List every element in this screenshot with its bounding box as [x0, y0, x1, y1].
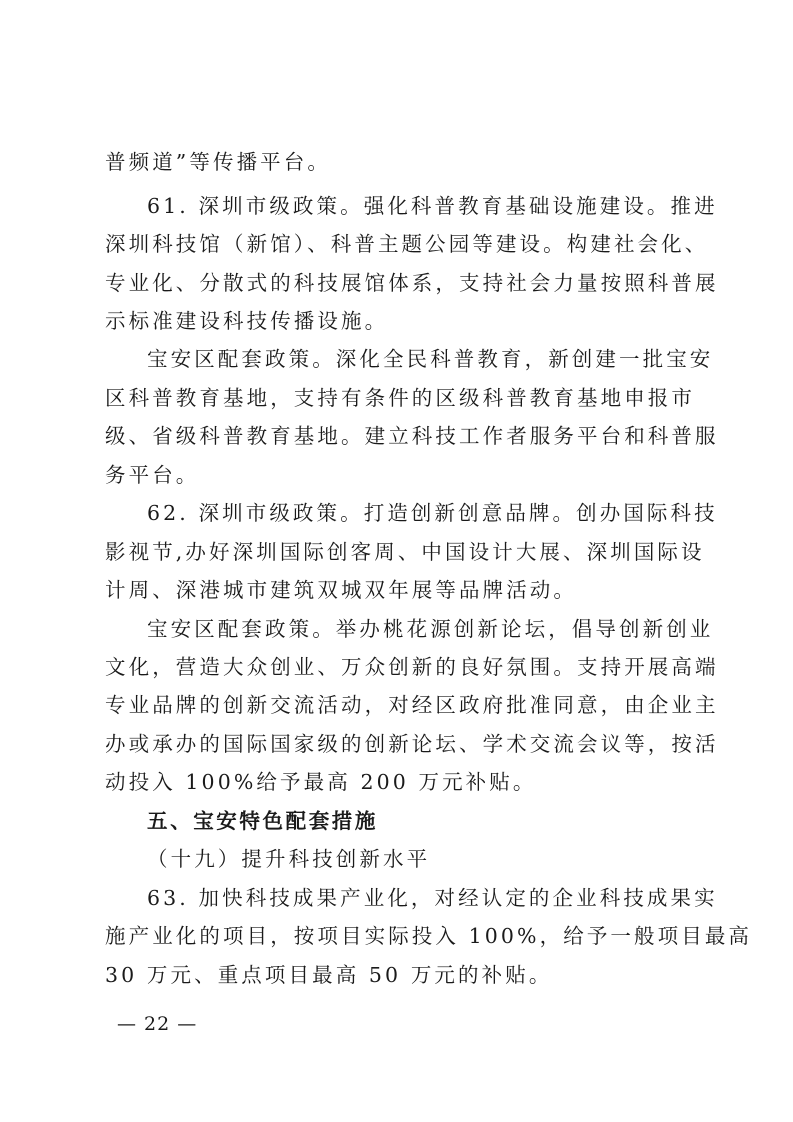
paragraph-line: 63. 加快科技成果产业化，对经认定的企业科技成果实 [147, 886, 718, 910]
paragraph-line: 专业化、分散式的科技展馆体系，支持社会力量按照科普展 [105, 271, 719, 295]
paragraph-line: 62. 深圳市级政策。打造创新创意品牌。创办国际科技 [147, 501, 718, 525]
paragraph-line: 影视节,办好深圳国际创客周、中国设计大展、深圳国际设 [105, 540, 705, 564]
paragraph-line: 宝安区配套政策。深化全民科普教育，新创建一批宝安 [147, 347, 714, 371]
subsection-heading: （十九）提升科技创新水平 [147, 847, 431, 871]
paragraph-line: 深圳科技馆（新馆）、科普主题公园等建设。构建社会化、 [105, 232, 709, 256]
paragraph-line: 文化，营造大众创业、万众创新的良好氛围。支持开展高端 [105, 655, 719, 679]
paragraph-line: 计周、深港城市建筑双城双年展等品牌活动。 [105, 578, 577, 602]
paragraph-line: 区科普教育基地，支持有条件的区级科普教育基地申报市 [105, 386, 695, 410]
paragraph-line: 务平台。 [105, 463, 200, 487]
paragraph-line: 61. 深圳市级政策。强化科普教育基础设施建设。推进 [147, 194, 718, 218]
paragraph-line: 动投入 100%给予最高 200 万元补贴。 [105, 770, 537, 794]
paragraph-line: 施产业化的项目，按项目实际投入 100%，给予一般项目最高 [105, 924, 753, 948]
paragraph-line: 30 万元、重点项目最高 50 万元的补贴。 [105, 963, 553, 987]
paragraph-line: 普频道”等传播平台。 [105, 150, 331, 174]
section-heading: 五、宝安特色配套措施 [147, 809, 378, 833]
paragraph-line: 办或承办的国际国家级的创新论坛、学术交流会议等，按活 [105, 732, 719, 756]
paragraph-line: 宝安区配套政策。举办桃花源创新论坛，倡导创新创业 [147, 617, 714, 641]
page-number: — 22 — [117, 1013, 198, 1035]
paragraph-line: 专业品牌的创新交流活动，对经区政府批准同意，由企业主 [105, 693, 719, 717]
paragraph-line: 级、省级科普教育基地。建立科技工作者服务平台和科普服 [105, 424, 719, 448]
paragraph-line: 示标准建设科技传播设施。 [105, 309, 389, 333]
